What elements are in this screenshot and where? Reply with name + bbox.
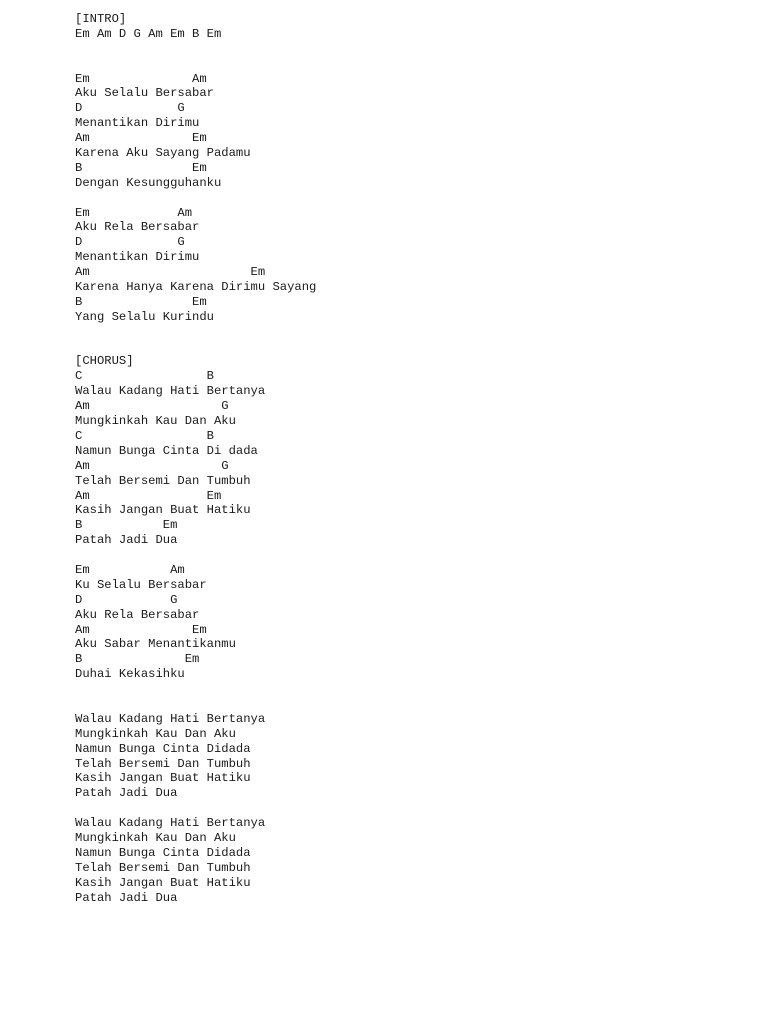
lyric-line: Telah Bersemi Dan Tumbuh	[75, 473, 251, 488]
chord-line: D G	[75, 101, 185, 116]
chord-line: B Em	[75, 518, 178, 533]
lyric-line: Mungkinkah Kau Dan Aku	[75, 830, 236, 845]
lyric-line: Patah Jadi Dua	[75, 533, 178, 548]
lyric-line: Kasih Jangan Buat Hatiku	[75, 771, 251, 786]
lyric-line: Namun Bunga Cinta Didada	[75, 741, 251, 756]
lyric-line: Aku Rela Bersabar	[75, 220, 200, 235]
blank-line	[75, 340, 735, 355]
lyric-line: Namun Bunga Cinta Didada	[75, 845, 251, 860]
lyric-line: Karena Hanya Karena Dirimu Sayang	[75, 280, 317, 295]
chord-line: D G	[75, 592, 178, 607]
lyric-line: Kasih Jangan Buat Hatiku	[75, 875, 251, 890]
blank-line	[75, 697, 735, 712]
lyric-line: Kasih Jangan Buat Hatiku	[75, 503, 251, 518]
lyric-line: Walau Kadang Hati Bertanya	[75, 711, 266, 726]
chord-line: Am G	[75, 458, 229, 473]
lyric-line: Patah Jadi Dua	[75, 890, 178, 905]
lyric-line: Menantikan Dirimu	[75, 250, 200, 265]
lyric-line: Telah Bersemi Dan Tumbuh	[75, 756, 251, 771]
chord-line: C B	[75, 369, 214, 384]
lyric-line: Namun Bunga Cinta Di dada	[75, 443, 258, 458]
lyric-line: Patah Jadi Dua	[75, 786, 178, 801]
lyric-line: Aku Sabar Menantikanmu	[75, 637, 236, 652]
chord-line: B Em	[75, 160, 207, 175]
blank-line	[75, 42, 735, 57]
lyric-line: Karena Aku Sayang Padamu	[75, 146, 251, 161]
chord-line: Am G	[75, 399, 229, 414]
chord-sheet	[75, 12, 735, 905]
lyric-line: Menantikan Dirimu	[75, 116, 200, 131]
lyric-line: Mungkinkah Kau Dan Aku	[75, 414, 236, 429]
blank-line	[75, 325, 735, 340]
chord-line: Em Am	[75, 205, 193, 220]
lyric-line: Duhai Kekasihku	[75, 667, 185, 682]
chord-line: Am Em	[75, 622, 207, 637]
chord-line: Am Em	[75, 488, 222, 503]
chord-line: B Em	[75, 294, 207, 309]
lyric-line: Aku Rela Bersabar	[75, 607, 200, 622]
lyric-line: Ku Selalu Bersabar	[75, 577, 207, 592]
chord-line: Am Em	[75, 131, 207, 146]
lyric-line: Walau Kadang Hati Bertanya	[75, 384, 266, 399]
lyric-line: Dengan Kesungguhanku	[75, 175, 222, 190]
lyric-line: Walau Kadang Hati Bertanya	[75, 816, 266, 831]
chord-line: C B	[75, 428, 214, 443]
chord-line: Em Am D G Am Em B Em	[75, 26, 222, 41]
chord-line: B Em	[75, 652, 200, 667]
blank-line	[75, 191, 735, 206]
chord-line: Em Am	[75, 562, 185, 577]
blank-line	[75, 548, 735, 563]
chord-line: Am Em	[75, 265, 266, 280]
section-header: [CHORUS]	[75, 354, 134, 369]
chord-line: D G	[75, 235, 185, 250]
chord-line: Em Am	[75, 71, 207, 86]
lyric-line: Mungkinkah Kau Dan Aku	[75, 726, 236, 741]
blank-line	[75, 801, 735, 816]
blank-line	[75, 57, 735, 72]
blank-line	[75, 682, 735, 697]
section-header: [INTRO]	[75, 12, 127, 26]
lyric-line: Telah Bersemi Dan Tumbuh	[75, 860, 251, 875]
lyric-line: Aku Selalu Bersabar	[75, 86, 214, 101]
lyric-line: Yang Selalu Kurindu	[75, 309, 214, 324]
